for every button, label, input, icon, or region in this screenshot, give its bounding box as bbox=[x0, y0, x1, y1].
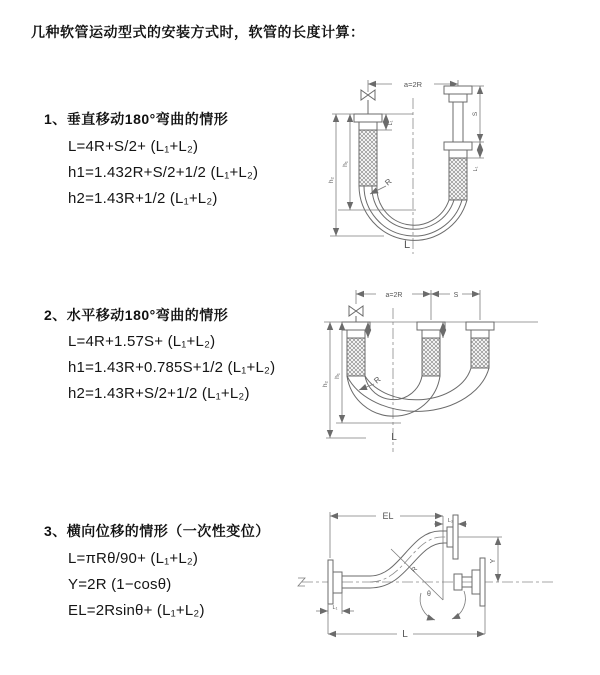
formula-line: L=4R+S/2+ (L₁+L₂) bbox=[68, 138, 199, 155]
section3-formulas bbox=[68, 546, 205, 624]
dim-l1-label: L₁ bbox=[332, 605, 338, 611]
valve-icon bbox=[361, 90, 375, 114]
formula-line: L=πRθ/90+ (L₁+L₂) bbox=[68, 550, 199, 567]
diagram-horizontal-180-bend bbox=[306, 280, 558, 460]
upper-flange-dimension bbox=[434, 518, 467, 524]
dim-l2-label: L₂ bbox=[447, 518, 454, 524]
dim-h2-label: h₂ bbox=[322, 380, 329, 388]
radius-label: R bbox=[383, 176, 394, 188]
diagram2-svg bbox=[306, 280, 558, 460]
el-dimension bbox=[330, 509, 443, 600]
diagram1-svg bbox=[306, 68, 550, 264]
formula-line: h1=1.43R+0.785S+1/2 (L₁+L₂) bbox=[68, 359, 276, 376]
dim-a2r-label: a=2R bbox=[403, 80, 423, 89]
page-title: 几种软管运动型式的安装方式时，软管的长度计算： bbox=[31, 24, 365, 40]
angle-theta-label: θ bbox=[427, 591, 431, 598]
formula-line: h2=1.43R+S/2+1/2 (L₁+L₂) bbox=[68, 385, 250, 402]
dim-h1-label: h₁ bbox=[334, 373, 341, 379]
hose-assembly bbox=[328, 515, 485, 606]
diagram3-svg bbox=[296, 503, 570, 645]
dim-l1-right-label: L₁ bbox=[473, 166, 479, 172]
l1-dimension bbox=[316, 593, 354, 614]
length-label: L bbox=[402, 629, 408, 640]
length-label: L bbox=[391, 432, 397, 443]
dim-l1-left-label: L₁ bbox=[388, 120, 394, 126]
right-dimensions bbox=[467, 86, 484, 171]
bottom-dimension bbox=[328, 604, 485, 640]
formula-line: h2=1.43R+1/2 (L₁+L₂) bbox=[68, 190, 218, 207]
dim-el-label: EL bbox=[382, 511, 394, 521]
radius-label: R bbox=[410, 565, 420, 575]
diagram-lateral-displacement bbox=[296, 503, 570, 645]
dim-s-label: S bbox=[472, 111, 479, 117]
dim-a2r-label: a=2R bbox=[385, 292, 403, 299]
radius-callout bbox=[359, 375, 383, 390]
hose-assembly bbox=[324, 322, 538, 416]
dim-s-label: S bbox=[453, 292, 459, 299]
section1-formulas bbox=[68, 134, 258, 212]
formula-line: L=4R+1.57S+ (L₁+L₂) bbox=[68, 333, 216, 350]
dim-h1-label: h₁ bbox=[342, 161, 349, 167]
formula-line: h1=1.432R+S/2+1/2 (L₁+L₂) bbox=[68, 164, 259, 181]
formula-line: EL=2Rsinθ+ (L₁+L₂) bbox=[68, 602, 205, 619]
section3-heading: 3、横向位移的情形（一次性变位） bbox=[44, 523, 270, 539]
section1-heading: 1、垂直移动180°弯曲的情形 bbox=[44, 111, 229, 127]
valve-icon bbox=[349, 306, 363, 322]
section2-formulas bbox=[68, 329, 275, 407]
formula-line: Y=2R (1−cosθ) bbox=[68, 576, 172, 593]
dim-h2-label: h₂ bbox=[328, 176, 335, 184]
top-dimensions bbox=[356, 289, 480, 320]
hose-assembly bbox=[332, 86, 472, 240]
radius-label: R bbox=[372, 374, 383, 386]
length-label: L bbox=[403, 239, 411, 251]
dim-y-label: Y bbox=[490, 558, 497, 564]
section2-heading: 2、水平移动180°弯曲的情形 bbox=[44, 307, 229, 323]
diagram-vertical-180-bend bbox=[306, 68, 550, 264]
